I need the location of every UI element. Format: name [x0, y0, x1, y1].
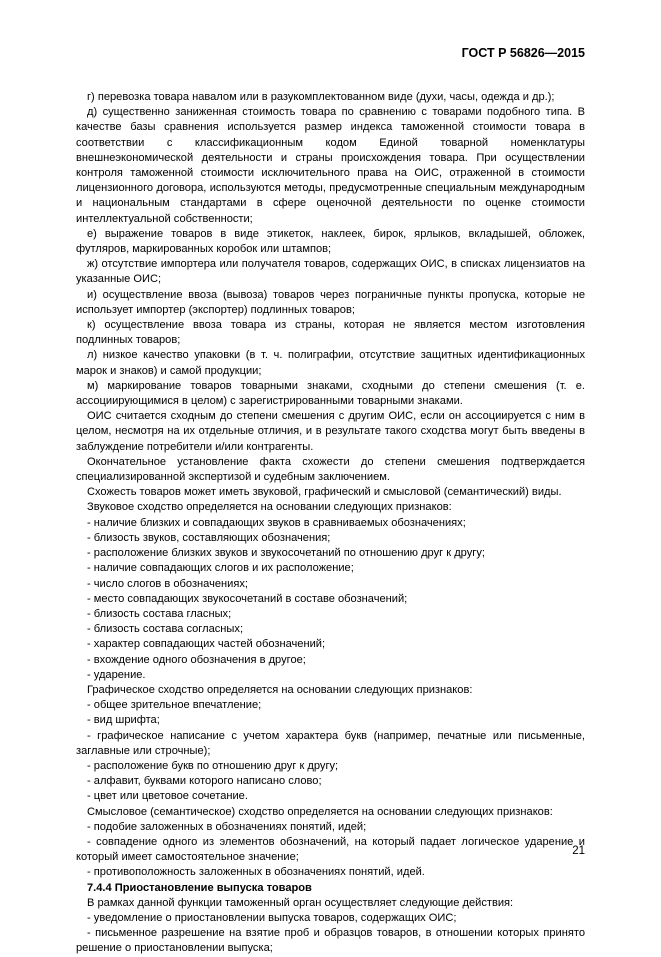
list-item: - письменное разрешение на взятие проб и образцов товаров, в отношении которых принято решение о приостановлении выпуска; — [76, 927, 585, 955]
paragraph: Звуковое сходство определяется на основании следующих признаков: — [87, 501, 452, 514]
paragraph: л) низкое качество упаковки (в т. ч. полиграфии, отсутствие защитных идентификационных марок и знаков) и самой продукции; — [76, 349, 585, 377]
list-item: - противоположность заложенных в обозначениях понятий, идей. — [87, 866, 425, 879]
list-item: - место совпадающих звукосочетаний в составе обозначений; — [87, 592, 408, 605]
paragraph: д) существенно заниженная стоимость товара по сравнению с товарами подобного типа. В качестве базы сравнения используется размер индекса таможенной стоимости товара в соответствии с классификационным кодом Единой товарной номенклатуры внешнеэкономической деятельности и страны происхождения товара. При осуществлении контроля таможенной стоимости исключительного права на ОИС, отраженной в стоимости лицензионного договора, используются методы, предусмотренные специальным международным и национальным стандартами в сфере оценочной деятельности по оценке стоимости интеллектуальной собственности; — [76, 106, 585, 225]
list-item: - цвет или цветовое сочетание. — [87, 790, 248, 803]
page-number: 21 — [572, 845, 585, 857]
list-item: - близость состава согласных; — [87, 623, 244, 636]
list-item: - вид шрифта; — [87, 714, 160, 727]
paragraph: Смысловое (семантическое) сходство определяется на основании следующих признаков: — [87, 805, 553, 818]
paragraph: ж) отсутствие импортера или получателя товаров, содержащих ОИС, в списках лицензиатов на указанные ОИС; — [76, 258, 585, 286]
paragraph: Окончательное установление факта схожести до степени смешения подтверждается специализированной экспертизой и судебным заключением. — [76, 455, 585, 484]
list-item: - расположение букв по отношению друг к другу; — [87, 759, 339, 772]
list-item: - графическое написание с учетом характера букв (например, печатные или письменные, заглавные или строчные); — [76, 729, 585, 757]
list-item: - расположение близких звуков и звукосочетаний по отношению друг к другу; — [87, 547, 485, 560]
document-header: ГОСТ Р 56826—2015 — [461, 46, 585, 60]
paragraph: г) перевозка товара навалом или в разукомплектованном виде (духи, часы, одежда и др.); — [87, 91, 555, 103]
paragraph: е) выражение товаров в виде этикеток, наклеек, бирок, ярлыков, вкладышей, обложек, футляров, маркированных коробок или штампов; — [76, 227, 585, 256]
list-item: - уведомление о приостановлении выпуска товаров, содержащих ОИС; — [87, 911, 457, 924]
paragraph: м) маркирование товаров товарными знаками, сходными до степени смешения (т. е. ассоциирующимися в целом) с зарегистрированными товарными знаками. — [76, 379, 585, 408]
document-body — [76, 90, 585, 957]
paragraph: ОИС считается сходным до степени смешения с другим ОИС, если он ассоциируется с ним в целом, несмотря на их отдельные отличия, и в результате такого сходства могут быть введены в заблуждение потребители и/или контрагенты. — [76, 410, 585, 453]
list-item: - наличие близких и совпадающих звуков в сравниваемых обозначениях; — [87, 516, 466, 529]
list-item: - число слогов в обозначениях; — [87, 577, 249, 590]
list-item: - совпадение одного из элементов обозначений, на который падает логическое ударение и который имеет самостоятельное значение; — [76, 835, 585, 864]
paragraph: и) осуществление ввоза (вывоза) товаров через пограничные пункты пропуска, которые не использует импортер (экспортер) подлинных товаров; — [76, 288, 585, 316]
list-item: - характер совпадающих частей обозначений; — [87, 638, 326, 651]
paragraph: В рамках данной функции таможенный орган осуществляет следующие действия: — [87, 896, 514, 909]
list-item: - алфавит, буквами которого написано слово; — [87, 775, 322, 788]
list-item: - вхождение одного обозначения в другое; — [87, 653, 306, 666]
section-heading: 7.4.4 Приостановление выпуска товаров — [87, 881, 312, 894]
list-item: - ударение. — [87, 668, 146, 681]
paragraph: Схожесть товаров может иметь звуковой, графический и смысловой (семантический) виды. — [87, 486, 562, 499]
list-item: - общее зрительное впечатление; — [87, 699, 262, 712]
list-item: - близость звуков, составляющих обозначения; — [87, 531, 331, 544]
list-item: - близость состава гласных; — [87, 607, 232, 620]
list-item: - подобие заложенных в обозначениях понятий, идей; — [87, 820, 367, 833]
paragraph: Графическое сходство определяется на основании следующих признаков: — [87, 683, 473, 696]
list-item: - наличие совпадающих слогов и их расположение; — [87, 562, 354, 575]
paragraph: к) осуществление ввоза товара из страны, которая не является местом изготовления подлинных товаров; — [76, 319, 585, 347]
